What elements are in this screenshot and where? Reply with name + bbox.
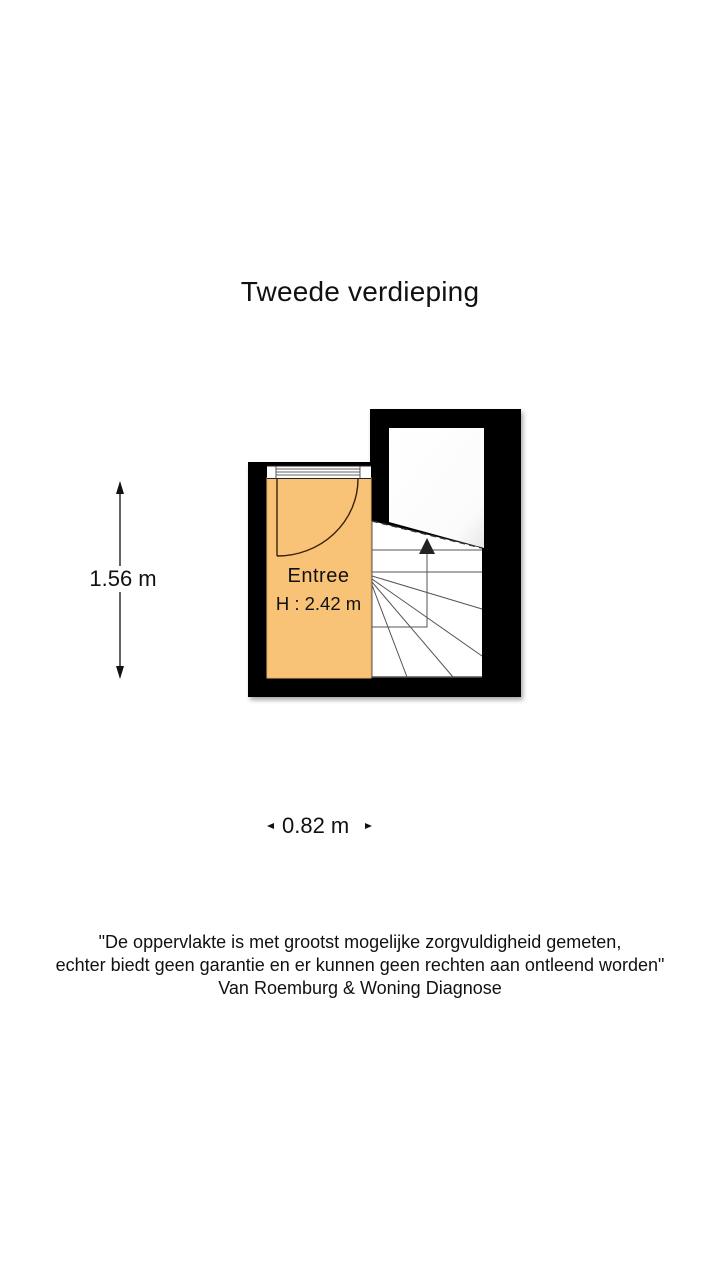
disclaimer-company: Van Roemburg & Woning Diagnose [218, 978, 502, 998]
floor-title: Tweede verdieping [240, 276, 480, 307]
window-frame [267, 466, 371, 479]
disclaimer-line-2: echter biedt geen garantie en er kunnen geen rechten aan ontleend worden" [55, 955, 665, 975]
room-name-label: Entree [287, 565, 350, 587]
horizontal-dimension-label: 0.82 m [282, 813, 350, 838]
disclaimer-line-1: "De oppervlakte is met grootst mogelijke zorgvuldigheid gemeten, [98, 932, 622, 952]
room-height-label: H : 2.42 m [275, 593, 362, 614]
disclaimer [0, 931, 720, 1000]
vertical-dimension-label: 1.56 m [78, 566, 168, 592]
